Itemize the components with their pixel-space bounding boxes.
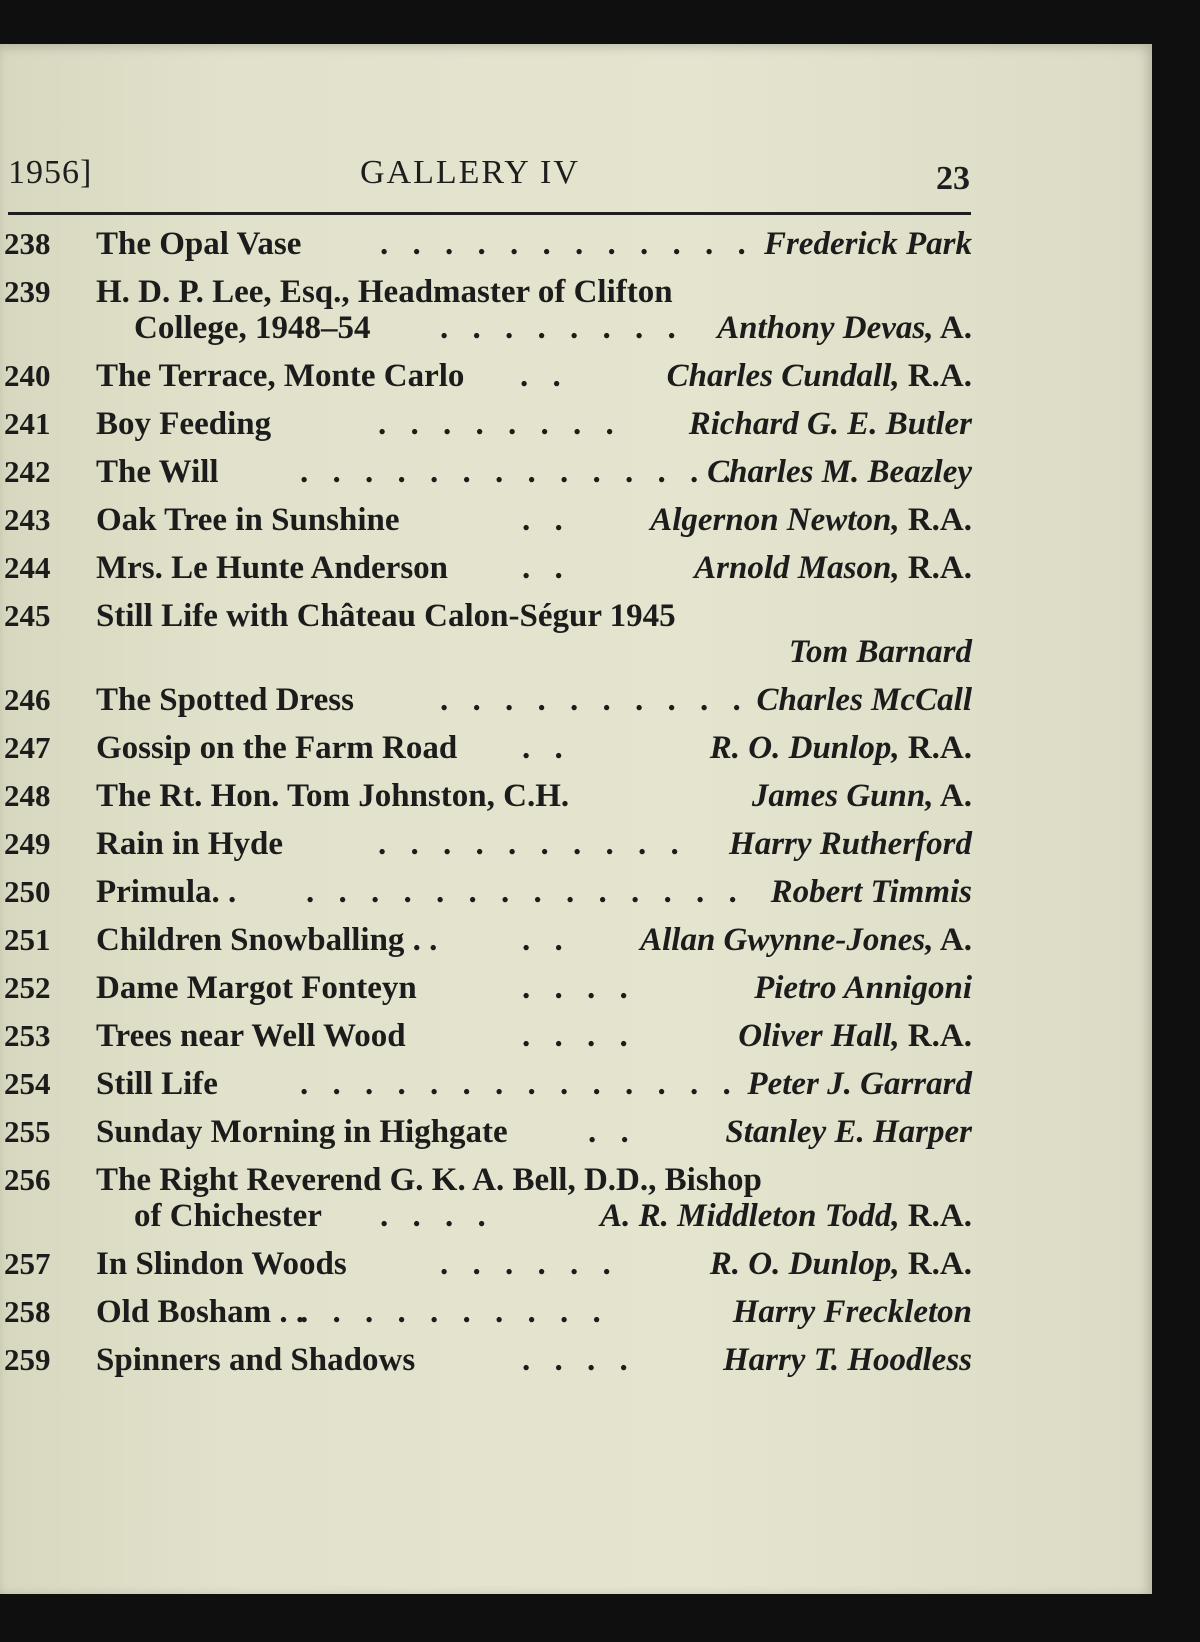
entry-number: 246 <box>4 682 51 717</box>
entry-title: The Terrace, Monte Carlo <box>96 358 465 394</box>
dot-leader: . . <box>522 502 571 538</box>
entry-number: 252 <box>4 970 51 1005</box>
catalogue-entry <box>0 820 972 868</box>
entry-number: 253 <box>4 1018 51 1053</box>
catalogue-entry <box>0 724 972 772</box>
dot-leader: . . <box>522 730 571 766</box>
entry-title: of Chichester <box>134 1198 322 1234</box>
entry-title: The Spotted Dress <box>96 682 354 718</box>
dot-leader: . . . . . . . . . . . . <box>380 226 754 262</box>
dot-leader: . . . . . . <box>440 1246 619 1282</box>
artist-honour: A. <box>933 310 972 346</box>
dot-leader: . . <box>588 1114 637 1150</box>
dot-leader: . . . . <box>522 1018 636 1054</box>
artist-honour: R.A. <box>899 358 972 394</box>
artist-honour: R.A. <box>899 1198 972 1234</box>
artist-name: Charles Cundall, R.A. <box>666 358 972 394</box>
catalogue-entry <box>0 1288 972 1336</box>
entry-title: Spinners and Shadows <box>96 1342 416 1378</box>
entry-title: Old Bosham . . <box>96 1294 305 1330</box>
dot-leader: . . <box>520 358 569 394</box>
entry-title: The Will <box>96 454 219 490</box>
entry-title: Gossip on the Farm Road <box>96 730 458 766</box>
artist-name: A. R. Middleton Todd, R.A. <box>600 1198 972 1234</box>
dot-leader: . . . . . . . . <box>378 406 622 442</box>
entry-number: 247 <box>4 730 51 765</box>
entry-title: Still Life with Château Calon-Ségur 1945 <box>96 598 676 634</box>
artist-honour: R.A. <box>899 1018 972 1054</box>
dot-leader: . . . . <box>522 970 636 1006</box>
artist-honour: R.A. <box>899 730 972 766</box>
entry-number: 249 <box>4 826 51 861</box>
catalogue-entry <box>0 496 972 544</box>
entry-number: 250 <box>4 874 51 909</box>
catalogue-entry <box>0 1108 972 1156</box>
catalogue-entry <box>0 1336 972 1384</box>
catalogue-entry <box>0 352 972 400</box>
artist-name: Algernon Newton, R.A. <box>650 502 972 538</box>
entry-number: 245 <box>4 598 51 633</box>
entry-title: College, 1948–54 <box>134 310 371 346</box>
artist-name: Charles M. Beazley <box>707 454 972 490</box>
entry-number: 254 <box>4 1066 51 1101</box>
catalogue-entry <box>0 544 972 592</box>
page-header <box>8 154 970 200</box>
entry-number: 240 <box>4 358 51 393</box>
entry-number: 244 <box>4 550 51 585</box>
entry-number: 255 <box>4 1114 51 1149</box>
catalogue-entry <box>0 268 972 352</box>
artist-name: Tom Barnard <box>788 634 972 670</box>
artist-name: Oliver Hall, R.A. <box>738 1018 972 1054</box>
artist-name: Arnold Mason, R.A. <box>694 550 972 586</box>
artist-name: Stanley E. Harper <box>725 1114 972 1150</box>
catalogue-entry <box>0 592 972 676</box>
entry-title: Trees near Well Wood <box>96 1018 406 1054</box>
entry-title: Oak Tree in Sunshine <box>96 502 400 538</box>
entry-number: 242 <box>4 454 51 489</box>
entry-title: Dame Margot Fonteyn <box>96 970 417 1006</box>
entry-title: Boy Feeding <box>96 406 272 442</box>
entry-title: The Right Reverend G. K. A. Bell, D.D., Bishop <box>96 1162 762 1198</box>
catalogue-page <box>0 44 1152 1594</box>
dot-leader: . . . . <box>522 1342 636 1378</box>
catalogue-entry <box>0 916 972 964</box>
artist-name: Charles McCall <box>756 682 972 718</box>
artist-name: Harry Rutherford <box>729 826 972 862</box>
entry-title: Mrs. Le Hunte Anderson <box>96 550 449 586</box>
entry-title: The Rt. Hon. Tom Johnston, C.H. <box>96 778 570 814</box>
artist-name: Robert Timmis <box>770 874 972 910</box>
page-number: 23 <box>936 160 970 197</box>
entries-list <box>0 220 980 1384</box>
entry-number: 251 <box>4 922 51 957</box>
catalogue-entry <box>0 1060 972 1108</box>
catalogue-entry <box>0 868 972 916</box>
artist-honour: R.A. <box>899 550 972 586</box>
dot-leader: . . . . . . . . <box>440 310 684 346</box>
catalogue-entry <box>0 964 972 1012</box>
dot-leader: . . <box>522 922 571 958</box>
artist-name: Pietro Annigoni <box>754 970 972 1006</box>
catalogue-entry <box>0 772 972 820</box>
header-year: 1956] <box>8 154 93 191</box>
artist-name: Frederick Park <box>763 226 972 262</box>
catalogue-entry <box>0 676 972 724</box>
dot-leader: . . . . <box>380 1198 494 1234</box>
entry-title: In Slindon Woods <box>96 1246 347 1282</box>
entry-title: Still Life <box>96 1066 218 1102</box>
catalogue-entry <box>0 448 972 496</box>
entry-title: The Opal Vase <box>96 226 302 262</box>
artist-honour: R.A. <box>899 1246 972 1282</box>
dot-leader: . . . . . . . . . . <box>440 682 749 718</box>
catalogue-entry <box>0 1012 972 1060</box>
entry-title: Primula. . <box>96 874 237 910</box>
entry-number: 238 <box>4 226 51 261</box>
entry-number: 256 <box>4 1162 51 1197</box>
artist-name: James Gunn, A. <box>751 778 972 814</box>
dot-leader: . . . . . . . . . . . . . . <box>306 874 745 910</box>
artist-name: Peter J. Garrard <box>747 1066 972 1102</box>
entry-number: 248 <box>4 778 51 813</box>
artist-honour: A. <box>933 922 972 958</box>
artist-honour: A. <box>933 778 972 814</box>
entry-number: 259 <box>4 1342 51 1377</box>
artist-name: R. O. Dunlop, R.A. <box>709 730 972 766</box>
entry-number: 239 <box>4 274 51 309</box>
entry-number: 257 <box>4 1246 51 1281</box>
catalogue-entry <box>0 400 972 448</box>
artist-name: R. O. Dunlop, R.A. <box>709 1246 972 1282</box>
dot-leader: . . . . . . . . . . . . . . <box>300 454 739 490</box>
catalogue-entry <box>0 1156 972 1240</box>
dot-leader: . . . . . . . . . . <box>300 1294 609 1330</box>
entry-number: 243 <box>4 502 51 537</box>
entry-number: 241 <box>4 406 51 441</box>
entry-title: H. D. P. Lee, Esq., Headmaster of Clifton <box>96 274 673 310</box>
artist-name: Harry Freckleton <box>732 1294 972 1330</box>
artist-name: Anthony Devas, A. <box>717 310 972 346</box>
dot-leader: . . . . . . . . . . . . . . <box>300 1066 739 1102</box>
artist-honour: R.A. <box>899 502 972 538</box>
entry-number: 258 <box>4 1294 51 1329</box>
artist-name: Richard G. E. Butler <box>688 406 972 442</box>
header-rule <box>8 212 971 215</box>
artist-name: Allan Gwynne-Jones, A. <box>640 922 972 958</box>
dot-leader: . . <box>522 550 571 586</box>
entry-title: Children Snowballing . . <box>96 922 438 958</box>
entry-title: Sunday Morning in Highgate <box>96 1114 508 1150</box>
artist-name: Harry T. Hoodless <box>722 1342 972 1378</box>
catalogue-entry <box>0 220 972 268</box>
entry-title: Rain in Hyde <box>96 826 284 862</box>
catalogue-entry <box>0 1240 972 1288</box>
gallery-title: GALLERY IV <box>360 154 580 191</box>
dot-leader: . . . . . . . . . . <box>378 826 687 862</box>
